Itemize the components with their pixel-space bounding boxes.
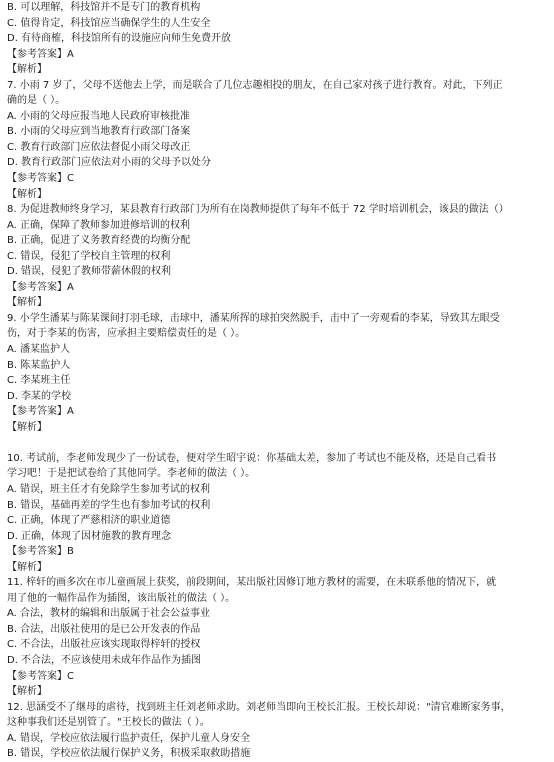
analysis-label: 【解析】 bbox=[7, 686, 47, 698]
answer-option: C. 正确，体现了严慈相济的职业道德 bbox=[7, 515, 171, 527]
answer-option: A. 错误，班主任才有免除学生参加考试的权利 bbox=[7, 483, 211, 495]
question-text: 8. 为促进教师终身学习，某县教育行政部门为所有在岗教师提供了每年不低于 72 学时培训机会，该县的做法（） bbox=[7, 204, 509, 216]
answer-option: D. 不合法，不应该使用未成年作品作为插图 bbox=[7, 654, 202, 666]
analysis-label: 【解析】 bbox=[7, 561, 47, 573]
answer-option: A. 合法，教材的编辑和出版属于社会公益事业 bbox=[7, 608, 211, 620]
answer-option: B. 错误，基础再差的学生也有参加考试的权利 bbox=[7, 499, 211, 511]
analysis-label: 【解析】 bbox=[7, 297, 47, 309]
answer-option: B. 正确，促进了义务教育经费的均衡分配 bbox=[7, 235, 191, 247]
answer-option: A. 正确，保障了教师参加进修培训的权利 bbox=[7, 219, 191, 231]
answer-option: D. 错误，侵犯了教师带薪休假的权利 bbox=[7, 266, 172, 278]
answer-option: B. 合法，出版社使用的是已公开发表的作品 bbox=[7, 623, 201, 635]
answer-option: B. 小雨的父母应到当地教育行政部门备案 bbox=[7, 126, 191, 138]
answer-option: A. 错误，学校应依法履行监护责任，保护儿童人身安全 bbox=[7, 732, 251, 744]
reference-answer: 【参考答案】A bbox=[7, 48, 74, 60]
question-text: 学习吧！于是把试卷给了其他同学。李老师的做法（ ）。 bbox=[7, 468, 256, 480]
answer-option: C. 不合法，出版社应该实现取得梓轩的授权 bbox=[7, 639, 201, 651]
question-text: 用了他的一幅作品作为插图，该出版社的做法（ ）。 bbox=[7, 592, 236, 604]
question-text: 确的是（ ）。 bbox=[7, 95, 66, 107]
answer-option: A. 小雨的父母应报当地人民政府审核批准 bbox=[7, 110, 191, 122]
reference-answer: 【参考答案】A bbox=[7, 406, 74, 418]
reference-answer: 【参考答案】A bbox=[7, 281, 74, 293]
question-text: 这种事我们还是别管了。"王校长的做法（ ）。 bbox=[7, 717, 210, 729]
question-text: 9. 小学生潘某与陈某课间打羽毛球，击球中，潘某所挥的球拍突然脱手，击中了一旁观看的李某，导致其左眼受 bbox=[7, 312, 500, 324]
question-text: 7. 小雨 7 岁了，父母不送他去上学，而是联合了几位志趣相投的朋友，在自己家对孩子进行教育。对此，下列正 bbox=[7, 79, 503, 91]
blank-line bbox=[7, 435, 547, 451]
answer-option: B. 错误，学校应依法履行保护义务，积极采取救助措施 bbox=[7, 748, 251, 760]
analysis-label: 【解析】 bbox=[7, 64, 47, 76]
answer-option: C. 值得肯定，科技馆应当确保学生的人生安全 bbox=[7, 17, 211, 29]
question-text: 11. 梓轩的画多次在市儿童画展上获奖，前段期间，某出版社因修订地方教材的需要，在未联系他的情况下，就 bbox=[7, 577, 497, 589]
answer-option: C. 教育行政部门应依法督促小雨父母改正 bbox=[7, 141, 191, 153]
answer-option: C. 错误，侵犯了学校自主管理的权利 bbox=[7, 250, 171, 262]
answer-option: C. 李某班主任 bbox=[7, 375, 71, 387]
document-page bbox=[7, 0, 547, 762]
answer-option: D. 正确，体现了因材施教的教育理念 bbox=[7, 530, 172, 542]
reference-answer: 【参考答案】B bbox=[7, 546, 74, 558]
question-text: 伤，对于李某的伤害，应承担主要赔偿责任的是（ ）。 bbox=[7, 328, 246, 340]
answer-option: D. 教育行政部门应依法对小雨的父母予以处分 bbox=[7, 157, 212, 169]
reference-answer: 【参考答案】C bbox=[7, 670, 74, 682]
reference-answer: 【参考答案】C bbox=[7, 173, 74, 185]
answer-option: D. 有待商榷，科技馆所有的设施应向师生免费开放 bbox=[7, 33, 232, 45]
answer-option: B. 陈某监护人 bbox=[7, 359, 71, 371]
analysis-label: 【解析】 bbox=[7, 188, 47, 200]
answer-option: A. 潘某监护人 bbox=[7, 344, 71, 356]
question-text: 12. 思涵受不了继母的虐待，找到班主任刘老师求助。刘老师当即向王校长汇报。王校长却说："清官难断家务事， bbox=[7, 701, 511, 713]
question-text: 10. 考试前，李老师发现少了一份试卷，便对学生昭宇说：你基础太差，参加了考试也不能及格，还是自己看书 bbox=[7, 452, 497, 464]
answer-option: D. 李某的学校 bbox=[7, 390, 72, 402]
answer-option: B. 可以理解，科技馆并不是专门的教育机构 bbox=[7, 2, 201, 13]
analysis-label: 【解析】 bbox=[7, 421, 47, 433]
